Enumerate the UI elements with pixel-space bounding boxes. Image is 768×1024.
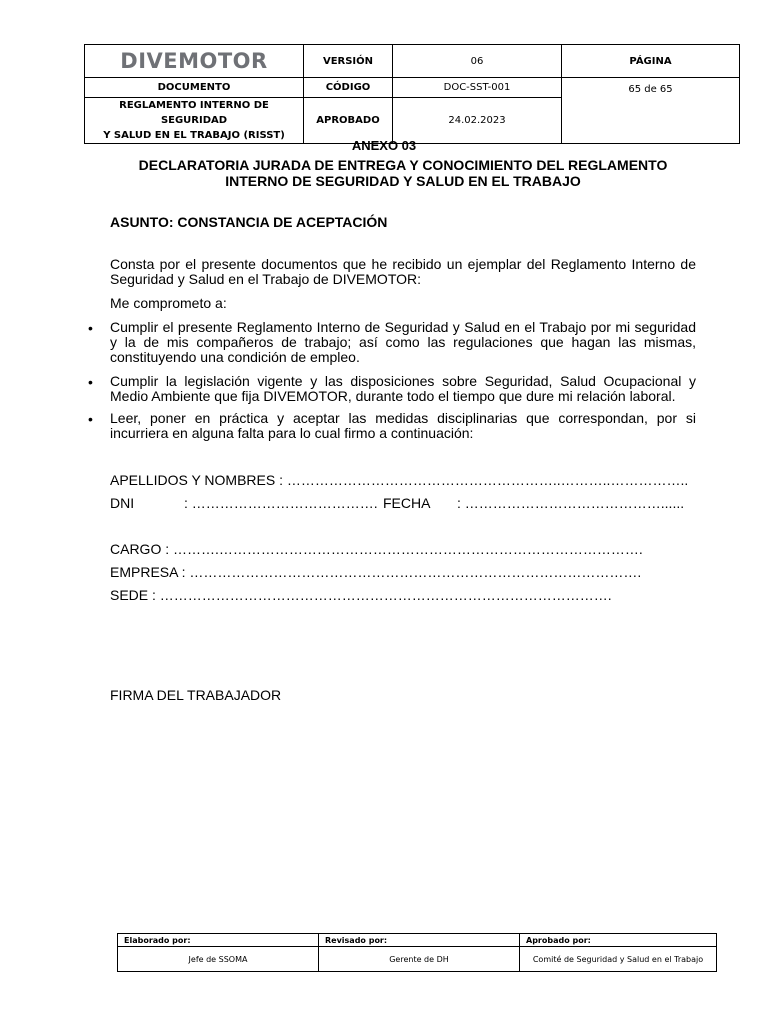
signature-label: FIRMA DEL TRABAJADOR bbox=[110, 687, 282, 703]
approved-by-label: Aprobado por: bbox=[520, 934, 717, 947]
intro-paragraph: Consta por el presente documentos que he recibido un ejemplar del Reglamento Interno de Seguridad y Salud en el Trabajo de DIVEMOTOR: bbox=[110, 256, 696, 287]
code-label: CÓDIGO bbox=[304, 78, 393, 98]
bullet-icon: • bbox=[88, 374, 93, 390]
page-value: 65 de 65 bbox=[562, 78, 740, 144]
version-value: 06 bbox=[393, 45, 562, 78]
cargo-field: CARGO : ……….………………………………………………………………………………. bbox=[110, 541, 643, 557]
subject-heading: ASUNTO: CONSTANCIA DE ACEPTACIÓN bbox=[110, 214, 388, 230]
reviewed-by-label: Revisado por: bbox=[319, 934, 520, 947]
document-name-line2: Y SALUD EN EL TRABAJO (RISST) bbox=[103, 130, 285, 141]
bullet-item-1: Cumplir el presente Reglamento Interno de Seguridad y Salud en el Trabajo por mi seguridad y la de mis compañeros de trabajo; así como las regulaciones que hagan las mismas, constituyendo una condición de empleo. bbox=[110, 319, 696, 365]
approved-label: APROBADO bbox=[304, 98, 393, 144]
version-label: VERSIÓN bbox=[304, 45, 393, 78]
bullet-icon: • bbox=[88, 320, 93, 336]
empresa-field: EMPRESA : ……………………………………………………………………………………. bbox=[110, 564, 642, 580]
bullet-item-2: Cumplir la legislación vigente y las disposiciones sobre Seguridad, Salud Ocupacional y Medio Ambiente que fija DIVEMOTOR, durante todo el tiempo que dure mi relación laboral. bbox=[110, 373, 696, 404]
logo-cell bbox=[85, 45, 304, 78]
declaration-title-line1: DECLARATORIA JURADA DE ENTREGA Y CONOCIMIENTO DEL REGLAMENTO bbox=[138, 157, 668, 173]
commitment-label: Me comprometo a: bbox=[110, 295, 227, 311]
code-value: DOC-SST-001 bbox=[393, 78, 562, 98]
annex-title: ANEXO 03 bbox=[351, 138, 417, 153]
document-label: DOCUMENTO bbox=[85, 78, 304, 98]
fecha-label: FECHA bbox=[383, 495, 431, 511]
declaration-title bbox=[110, 157, 696, 189]
dni-field: : …………………………………. bbox=[184, 495, 378, 511]
fecha-field: : ……………………………………...... bbox=[457, 495, 685, 511]
prepared-by-value: Jefe de SSOMA bbox=[118, 947, 319, 972]
divemotor-logo: DIVEMOTOR bbox=[120, 49, 268, 73]
approved-by-value: Comité de Seguridad y Salud en el Trabajo bbox=[520, 947, 717, 972]
reviewed-by-value: Gerente de DH bbox=[319, 947, 520, 972]
bullet-icon: • bbox=[88, 411, 93, 427]
declaration-title-line2: INTERNO DE SEGURIDAD Y SALUD EN EL TRABAJO bbox=[225, 173, 581, 189]
approved-value: 24.02.2023 bbox=[393, 98, 562, 144]
sede-field: SEDE : ……………………………………………………………………………………. bbox=[110, 587, 612, 603]
dni-label: DNI bbox=[110, 495, 135, 511]
page-label: PÁGINA bbox=[562, 45, 740, 78]
document-header-table bbox=[84, 44, 740, 144]
approval-footer-table bbox=[117, 933, 717, 972]
document-name bbox=[85, 98, 304, 144]
names-field: APELLIDOS Y NOMBRES : …………………………………………………..………..…………….. bbox=[110, 472, 689, 488]
bullet-item-3: Leer, poner en práctica y aceptar las medidas disciplinarias que correspondan, por si incurriera en alguna falta para lo cual firmo a continuación: bbox=[110, 410, 696, 441]
document-name-line1: REGLAMENTO INTERNO DE SEGURIDAD bbox=[119, 100, 269, 126]
prepared-by-label: Elaborado por: bbox=[118, 934, 319, 947]
